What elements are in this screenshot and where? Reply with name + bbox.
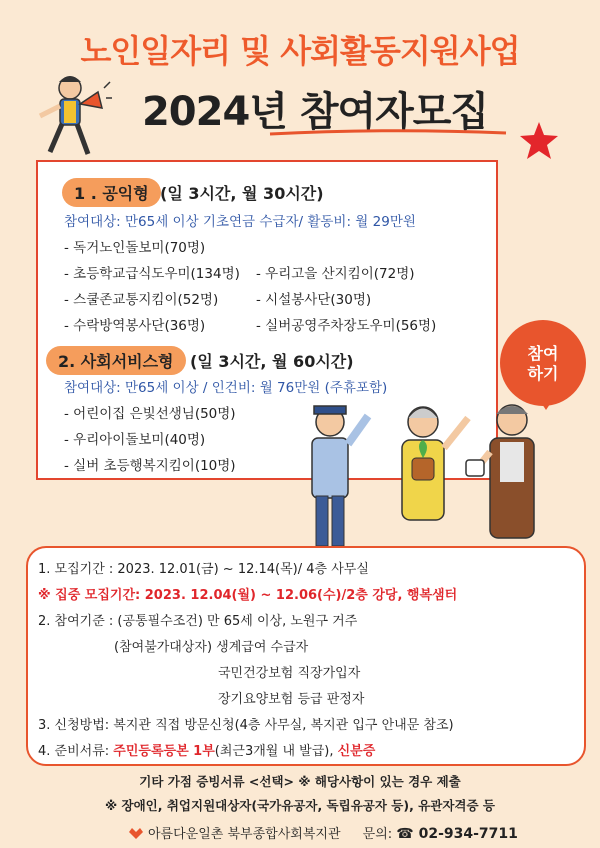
docs-label: 4. 준비서류: <box>38 744 114 759</box>
application-method: 3. 신청방법: 복지관 직접 방문신청(4층 사무실, 복지관 입구 안내문 참조) <box>38 718 454 733</box>
contact-phone: ☎ 02-934-7711 <box>396 826 518 842</box>
docs-resident-registration: 주민등록등본 1부 <box>113 744 215 759</box>
docs-note: (최근3개월 내 발급), <box>214 744 338 759</box>
list-item: - 우리아이돌보미(40명) <box>64 432 206 448</box>
criteria-common: 2. 참여기준 : (공통필수조건) 만 65세 이상, 노원구 거주 <box>38 614 358 629</box>
list-item: - 초등학교급식도우미(134명) <box>64 266 240 282</box>
criteria-excluded-3: 장기요양보험 등급 판정자 <box>218 692 365 707</box>
title-recruitment: 2024년 참여자모집 <box>141 89 489 135</box>
list-item: - 스쿨존교통지킴이(52명) <box>64 292 219 308</box>
section2-hours: (일 3시간, 월 60시간) <box>190 352 354 371</box>
section2-badge: 2. 사회서비스형 <box>46 346 186 375</box>
list-item: - 수락방역봉사단(36명) <box>64 318 206 334</box>
docs-id-card: 신분증 <box>337 744 376 759</box>
join-label-1: 참여 <box>527 344 559 363</box>
organization-logo-icon <box>128 826 144 840</box>
star-icon <box>518 120 560 162</box>
section1-hours: (일 3시간, 월 30시간) <box>160 184 324 203</box>
megaphone-runner-illustration <box>22 66 112 170</box>
recruitment-period: 1. 모집기간 : 2023. 12.01(금) ~ 12.14(목)/ 4층 사무실 <box>38 562 369 577</box>
organization-name: 아름다운일촌 북부종합사회복지관 <box>148 827 341 842</box>
section1-target: 참여대상: 만65세 이상 기초연금 수급자/ 활동비: 월 29만원 <box>64 214 416 230</box>
title-underline-stroke <box>268 128 508 138</box>
list-item: - 어린이집 은빛선생님(50명) <box>64 406 236 422</box>
list-item: - 실버 초등행복지킴이(10명) <box>64 458 236 474</box>
list-item: - 독거노인돌보미(70명) <box>64 240 206 256</box>
seniors-illustration <box>290 392 560 552</box>
contact-label: 문의: <box>362 827 393 842</box>
list-item: - 실버공영주차장도우미(56명) <box>256 318 437 334</box>
list-item: - 우리고을 산지킴이(72명) <box>256 266 415 282</box>
organization-line <box>128 823 518 842</box>
extra-documents-note: 기타 가점 증빙서류 <선택> ※ 해당사항이 있는 경우 제출 <box>139 774 461 789</box>
intensive-period: ※ 집중 모집기간: 2023. 12.04(월) ~ 12.06(수)/2층 강당, 행복샘터 <box>38 588 458 603</box>
section1-badge: 1 . 공익형 <box>62 178 161 207</box>
title-program: 노인일자리 및 사회활동지원사업 <box>80 32 520 70</box>
extra-documents-list: ※ 장애인, 취업지원대상자(국가유공자, 독립유공자 등), 유관자격증 등 <box>105 798 495 813</box>
criteria-excluded: (참여불가대상자) 생계급여 수급자 <box>114 640 309 655</box>
join-label-2: 하기 <box>527 364 559 383</box>
criteria-excluded-2: 국민건강보험 직장가입자 <box>218 666 361 681</box>
list-item: - 시설봉사단(30명) <box>256 292 372 308</box>
section2-target: 참여대상: 만65세 이상 / 인건비: 월 76만원 (주휴포함) <box>64 380 388 396</box>
recruitment-info-panel <box>26 546 586 766</box>
required-documents <box>38 740 375 759</box>
